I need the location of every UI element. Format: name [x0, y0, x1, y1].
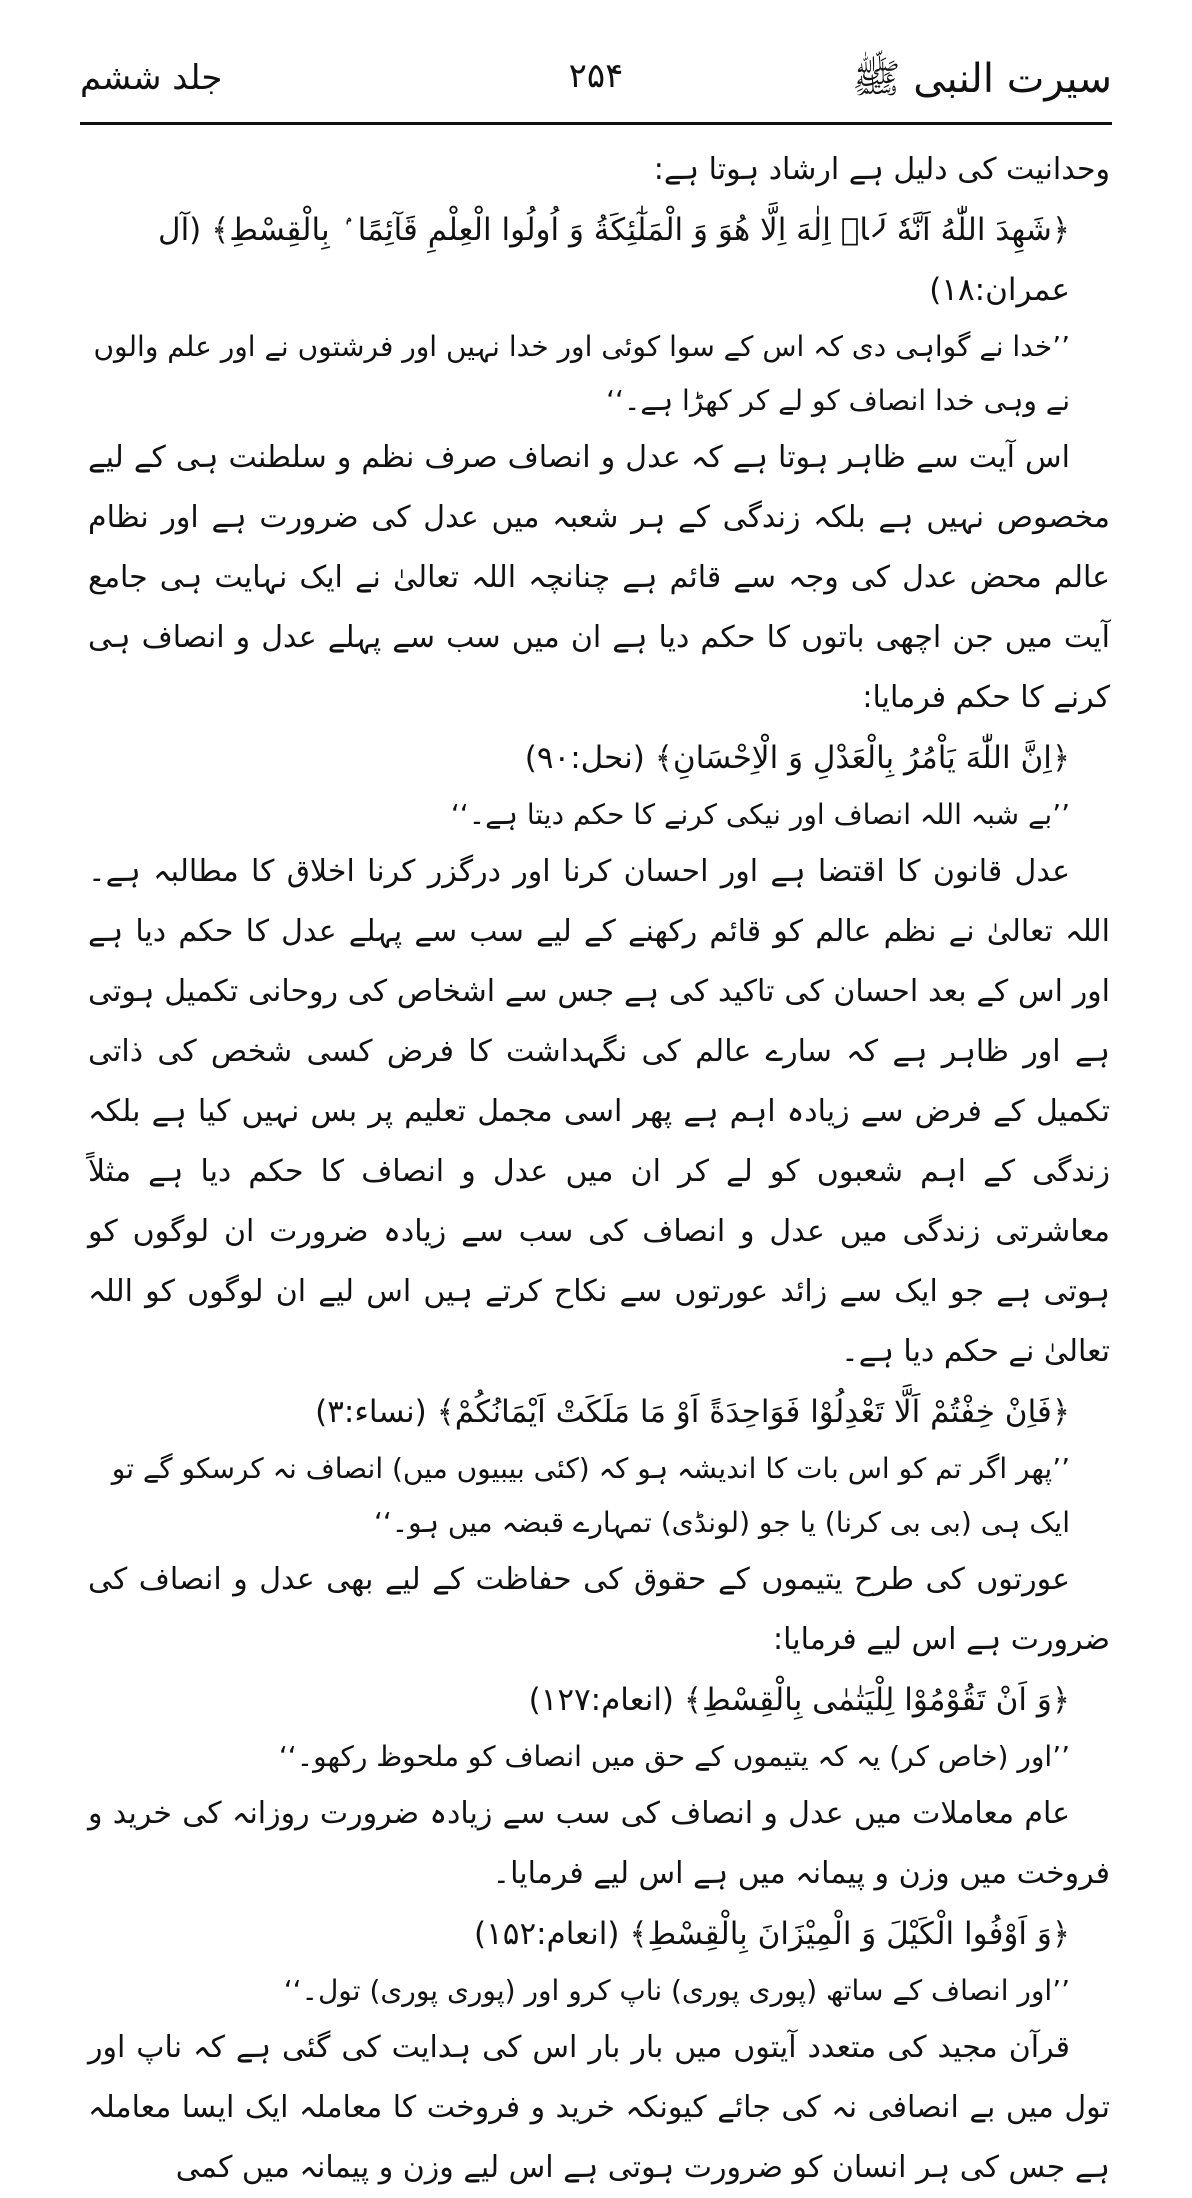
translation-nisa-3: ’’پھر اگر تم کو اس بات کا اندیشہ ہو کہ (کئی بیبیوں میں) انصاف نہ کرسکو گے تو ایک ہی (بی بی کرنا) یا جو (لونڈی) تمہارے قبضہ میں ہو۔‘‘ — [111, 1452, 1070, 1539]
volume-label: جلد ششم — [80, 58, 223, 98]
paragraph-intro: وحدانیت کی دلیل ہے ارشاد ہوتا ہے: — [653, 152, 1110, 187]
translation-nahl-90: ’’بے شبہ اللہ انصاف اور نیکی کرنے کا حکم دیتا ہے۔‘‘ — [450, 798, 1070, 831]
translation-anam-127: ’’اور (خاص کر) یہ کہ یتیموں کے حق میں انصاف کو ملحوظ رکھو۔‘‘ — [278, 1740, 1070, 1773]
translation-al-imran-18: ’’خدا نے گواہی دی کہ اس کے سوا کوئی اور خدا نہیں اور فرشتوں نے اور علم والوں نے وہی خدا انصاف کو لے کر کھڑا ہے۔‘‘ — [93, 330, 1070, 417]
translation-anam-152: ’’اور انصاف کے ساتھ (پوری پوری) ناپ کرو اور (پوری پوری) تول۔‘‘ — [283, 1974, 1070, 2007]
quran-verse-anam-152: ﴿وَ اَوْفُوا الْكَيْلَ وَ الْمِيْزَانَ بِالْقِسْطِ﴾ (انعام:۱۵۲) — [474, 1916, 1070, 1952]
paragraph-measure-guidance: قرآن مجید کی متعدد آیتوں میں بار بار اس کی ہدایت کی گئی ہے کہ ناپ اور تول میں بے انصافی نہ کی جائے کیونکہ خرید و فروخت کا معاملہ ایک ایسا معاملہ ہے جس کی ہر انسان کو ضرورت ہوتی ہے اس لیے وزن و پیمانہ میں کمی — [88, 2030, 1110, 2185]
book-title: سیرت النبی ﷺ — [852, 56, 1112, 102]
page-header — [80, 44, 1112, 114]
quran-verse-nisa-3: ﴿فَاِنْ خِفْتُمْ اَلَّا تَعْدِلُوْا فَوَاحِدَةً اَوْ مَا مَلَكَتْ اَيْمَانُكُمْ﴾ (نساء:۳) — [315, 1394, 1070, 1430]
page-body — [88, 140, 1110, 2198]
paragraph-justice-all-spheres: اس آیت سے ظاہر ہوتا ہے کہ عدل و انصاف صرف نظم و سلطنت ہی کے لیے مخصوص نہیں ہے بلکہ زندگی کے ہر شعبہ میں عدل کی ضرورت ہے اور نظام عالم محض عدل کی وجہ سے قائم ہے چنانچہ اللہ تعالیٰ نے ایک نہایت ہی جامع آیت میں جن اچھی باتوں کا حکم دیا ہے ان میں سب سے پہلے عدل و انصاف ہی کرنے کا حکم فرمایا: — [88, 440, 1110, 715]
quran-verse-nahl-90: ﴿اِنَّ اللّٰهَ يَاْمُرُ بِالْعَدْلِ وَ الْاِحْسَانِ﴾ (نحل:۹۰) — [524, 740, 1070, 776]
page-number: ۲۵۴ — [568, 56, 624, 96]
quran-verse-anam-127: ﴿وَ اَنْ تَقُوْمُوْا لِلْيَتٰمٰى بِالْقِسْطِ﴾ (انعام:۱۲۷) — [528, 1682, 1070, 1718]
paragraph-trade-weights: عام معاملات میں عدل و انصاف کی سب سے زیادہ ضرورت روزانہ کی خرید و فروخت میں وزن و پیمانہ میں ہے اس لیے فرمایا۔ — [88, 1796, 1110, 1891]
quran-verse-al-imran-18: ﴿شَهِدَ اللّٰهُ اَنَّهٗ لَاۤ اِلٰهَ اِلَّا هُوَ وَ الْمَلٰٓئِكَةُ وَ اُولُوا الْعِلْمِ قَآئِمًا ۢ بِالْقِسْطِ﴾ (آل عمران:۱۸) — [158, 212, 1070, 308]
paragraph-orphans: عورتوں کی طرح یتیموں کے حقوق کی حفاظت کے لیے بھی عدل و انصاف کی ضرورت ہے اس لیے فرمایا: — [88, 1562, 1110, 1657]
paragraph-justice-and-ihsan: عدل قانون کا اقتضا ہے اور احسان کرنا اور درگزر کرنا اخلاق کا مطالبہ ہے۔ اللہ تعالیٰ نے نظم عالم کو قائم رکھنے کے لیے سب سے پہلے عدل کا حکم دیا ہے اور اس کے بعد احسان کی تاکید کی ہے جس سے اشخاص کی روحانی تکمیل ہوتی ہے اور ظاہر ہے کہ سارے عالم کی نگہداشت کا فرض کسی شخص کی ذاتی تکمیل کے فرض سے زیادہ اہم ہے پھر اسی مجمل تعلیم پر بس نہیں کیا ہے بلکہ زندگی کے اہم شعبوں کو لے کر ان میں عدل و انصاف کا حکم دیا ہے مثلاً معاشرتی زندگی میں عدل و انصاف کی سب سے زیادہ ضرورت ان لوگوں کو ہوتی ہے جو ایک سے زائد عورتوں سے نکاح کرتے ہیں اس لیے ان لوگوں کو اللہ تعالیٰ نے حکم دیا ہے۔ — [88, 854, 1110, 1369]
header-rule — [80, 122, 1112, 125]
